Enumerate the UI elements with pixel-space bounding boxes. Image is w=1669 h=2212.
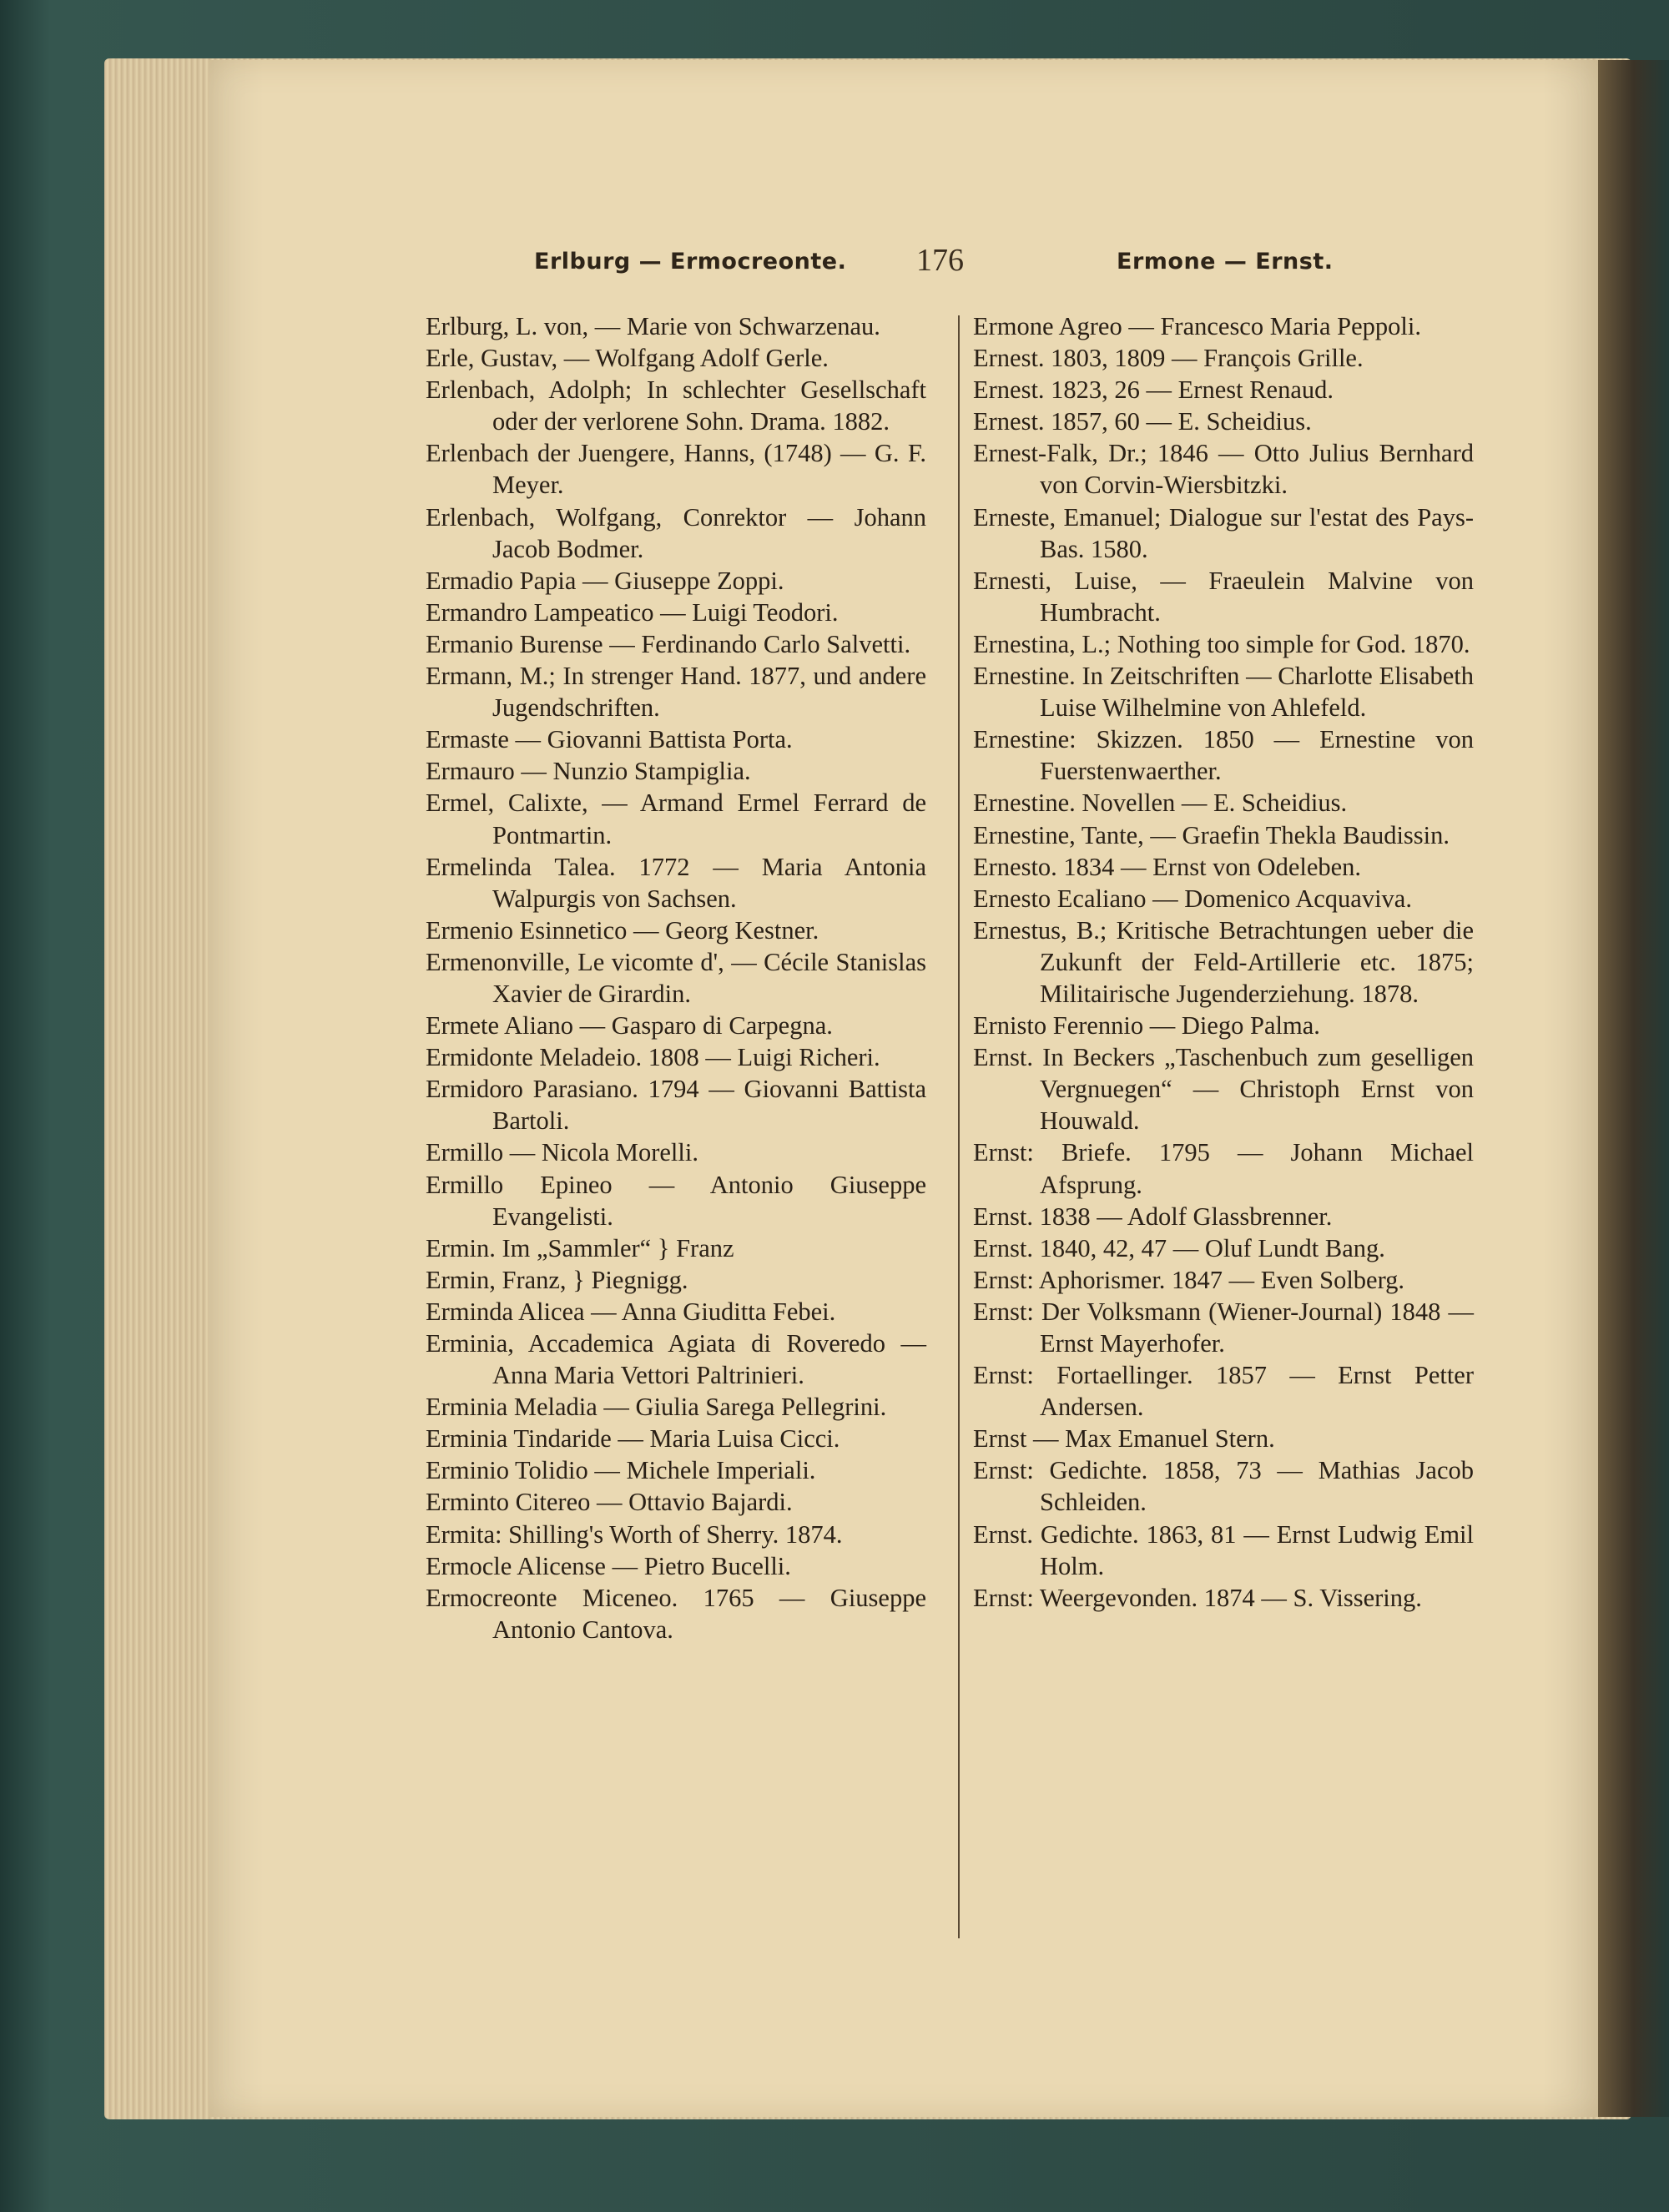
entry: Ernst. In Beckers „Taschenbuch zum geselligen Vergnuegen“ — Christoph Ernst von Houwald.: [973, 1043, 1474, 1136]
running-header-left: Erlburg — Ermocreonte.: [534, 249, 847, 275]
entry: Erminia Tindaride — Maria Luisa Cicci.: [426, 1424, 840, 1454]
page-number: 176: [916, 243, 964, 278]
entry: Ernesto Ecaliano — Domenico Acquaviva.: [973, 884, 1412, 913]
entry: Ernesti, Luise, — Fraeulein Malvine von Humbracht.: [973, 566, 1474, 627]
entry: Erminia, Accademica Agiata di Roveredo — Anna Maria Vettori Paltrinieri.: [426, 1329, 926, 1390]
entry: Ernest. 1823, 26 — Ernest Renaud.: [973, 375, 1334, 405]
entry: Ermaste — Giovanni Battista Porta.: [426, 725, 793, 754]
entry: Ermocle Alicense — Pietro Bucelli.: [426, 1551, 791, 1580]
entry: Erlenbach, Adolph; In schlechter Gesellschaft oder der verlorene Sohn. Drama. 1882.: [426, 375, 926, 436]
entry: Ernest. 1857, 60 — E. Scheidius.: [973, 407, 1312, 436]
entry: Ermenio Esinnetico — Georg Kestner.: [426, 915, 819, 945]
entry: Erminto Citereo — Ottavio Bajardi.: [426, 1488, 793, 1517]
entry: Ermillo — Nicola Morelli.: [426, 1138, 698, 1167]
entry: Ermidonte Meladeio. 1808 — Luigi Richeri.: [426, 1043, 880, 1072]
entry: Ernst: Gedichte. 1858, 73 — Mathias Jacob Schleiden.: [973, 1456, 1474, 1517]
entry: Erneste, Emanuel; Dialogue sur l'estat des Pays-Bas. 1580.: [973, 502, 1474, 563]
entry: Ernestina, L.; Nothing too simple for God. 1870.: [973, 629, 1470, 658]
entry: Erlenbach, Wolfgang, Conrektor — Johann Jacob Bodmer.: [426, 502, 926, 563]
entry: Ernesto. 1834 — Ernst von Odeleben.: [973, 852, 1362, 881]
entry: Ernst: Der Volksmann (Wiener-Journal) 1848 — Ernst Mayerhofer.: [973, 1297, 1474, 1358]
entry: Ermillo Epineo — Antonio Giuseppe Evangelisti.: [426, 1170, 926, 1231]
entry: Ernst: Weergevonden. 1874 — S. Vissering.: [973, 1583, 1422, 1612]
entry: Ermelinda Talea. 1772 — Maria Antonia Walpurgis von Sachsen.: [426, 852, 926, 913]
entry: Ermanio Burense — Ferdinando Carlo Salvetti.: [426, 629, 911, 658]
entry: Ermandro Lampeatico — Luigi Teodori.: [426, 597, 839, 627]
entry: Ermadio Papia — Giuseppe Zoppi.: [426, 566, 784, 595]
entry: Ernst. 1838 — Adolf Glassbrenner.: [973, 1202, 1333, 1231]
entry: Ernst. Gedichte. 1863, 81 — Ernst Ludwig Emil Holm.: [973, 1519, 1474, 1580]
entry: Ernst: Fortaellinger. 1857 — Ernst Petter Andersen.: [973, 1361, 1474, 1422]
entry: Erminia Meladia — Giulia Sarega Pellegrini.: [426, 1393, 887, 1422]
entry: Erlenbach der Juengere, Hanns, (1748) — G. F. Meyer.: [426, 439, 926, 500]
entry: Erminio Tolidio — Michele Imperiali.: [426, 1456, 816, 1485]
entry: Erle, Gustav, — Wolfgang Adolf Gerle.: [426, 344, 829, 373]
entry: Ernestine, Tante, — Graefin Thekla Baudissin.: [973, 820, 1450, 849]
entry: Ernest. 1803, 1809 — François Grille.: [973, 344, 1364, 373]
entry: Ermenonville, Le vicomte d', — Cécile Stanislas Xavier de Girardin.: [426, 947, 926, 1008]
column-divider: [958, 315, 960, 1938]
entry: Ernestine: Skizzen. 1850 — Ernestine von Fuerstenwaerther.: [973, 725, 1474, 786]
entry: Ernisto Ferennio — Diego Palma.: [973, 1011, 1320, 1040]
entry: Ernestine. In Zeitschriften — Charlotte Elisabeth Luise Wilhelmine von Ahlefeld.: [973, 662, 1474, 723]
entry: Ermidoro Parasiano. 1794 — Giovanni Battista Bartoli.: [426, 1075, 926, 1136]
entry: Ermin, Franz, } Piegnigg.: [426, 1265, 688, 1294]
entry: Ernst — Max Emanuel Stern.: [973, 1424, 1275, 1454]
left-column: [426, 310, 926, 1645]
entry: Ernst: Briefe. 1795 — Johann Michael Afsprung.: [973, 1138, 1474, 1199]
entry: Ermann, M.; In strenger Hand. 1877, und andere Jugendschriften.: [426, 662, 926, 723]
entry: Ernst: Aphorismer. 1847 — Even Solberg.: [973, 1265, 1405, 1294]
entry: Ermauro — Nunzio Stampiglia.: [426, 757, 751, 786]
entry: Ernestine. Novellen — E. Scheidius.: [973, 789, 1348, 818]
entry: Erminda Alicea — Anna Giuditta Febei.: [426, 1297, 836, 1326]
book-gutter: [1598, 60, 1669, 2117]
entry: Erlburg, L. von, — Marie von Schwarzenau.: [426, 312, 880, 340]
entry: Ernestus, B.; Kritische Betrachtungen ueber die Zukunft der Feld-Artillerie etc. 1875; Militairische Jugenderziehung. 1878.: [973, 915, 1474, 1008]
right-column: [973, 310, 1474, 1614]
entry: Ermin. Im „Sammler“ } Franz: [426, 1233, 734, 1262]
entry: Ermone Agreo — Francesco Maria Peppoli.: [973, 312, 1421, 340]
entry: Ermocreonte Miceneo. 1765 — Giuseppe Antonio Cantova.: [426, 1583, 926, 1644]
entry: Ermel, Calixte, — Armand Ermel Ferrard de Pontmartin.: [426, 789, 926, 849]
running-header-right: Ermone — Ernst.: [1117, 249, 1334, 275]
entry: Ernest-Falk, Dr.; 1846 — Otto Julius Bernhard von Corvin-Wiersbitzki.: [973, 439, 1474, 500]
entry: Ermita: Shilling's Worth of Sherry. 1874.: [426, 1519, 843, 1549]
entry: Ermete Aliano — Gasparo di Carpegna.: [426, 1011, 833, 1040]
entry: Ernst. 1840, 42, 47 — Oluf Lundt Bang.: [973, 1233, 1385, 1262]
